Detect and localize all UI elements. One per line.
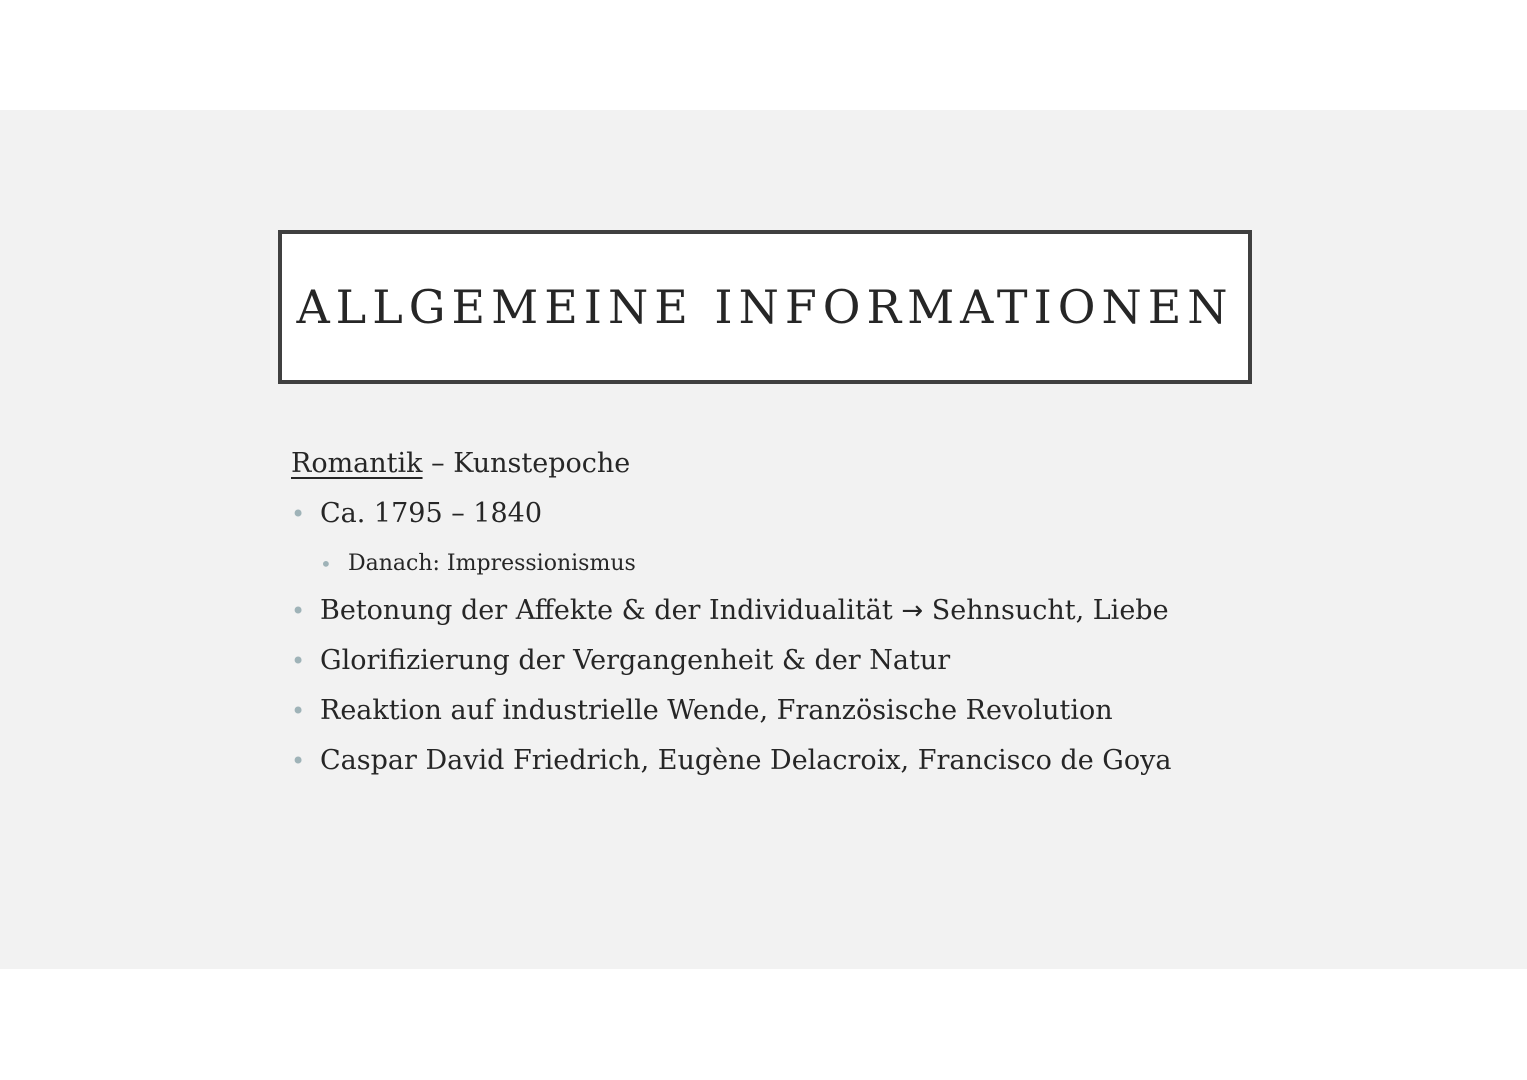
slide-title: ALLGEMEINE INFORMATIONEN	[296, 280, 1234, 334]
list-item-main: Betonung der Affekte & der Individualität	[320, 595, 893, 626]
bullet-icon: •	[291, 647, 306, 675]
bullet-icon: •	[291, 597, 306, 625]
heading-rest: Kunstepoche	[453, 448, 631, 479]
list-item-text: Caspar David Friedrich, Eugène Delacroix, Francisco de Goya	[320, 745, 1172, 776]
slide	[0, 110, 1527, 969]
heading-term: Romantik	[291, 448, 423, 479]
list-item-text: Ca. 1795 – 1840	[320, 498, 543, 529]
arrow-right-icon: →	[901, 596, 924, 626]
list-item-text: Reaktion auf industrielle Wende, Französische Revolution	[320, 695, 1113, 726]
list-item-after: Sehnsucht, Liebe	[923, 595, 1169, 626]
sub-list-item-text: Danach: Impressionismus	[348, 551, 636, 576]
content-heading	[291, 442, 630, 486]
title-box	[278, 230, 1252, 384]
list-item-text: Glorifizierung der Vergangenheit & der Natur	[320, 645, 951, 676]
bullet-icon: •	[320, 552, 332, 576]
heading-separator: –	[422, 448, 454, 479]
bullet-icon: •	[291, 697, 306, 725]
bullet-icon: •	[291, 747, 306, 775]
bullet-icon: •	[291, 500, 306, 528]
list-item-text	[320, 589, 1169, 633]
